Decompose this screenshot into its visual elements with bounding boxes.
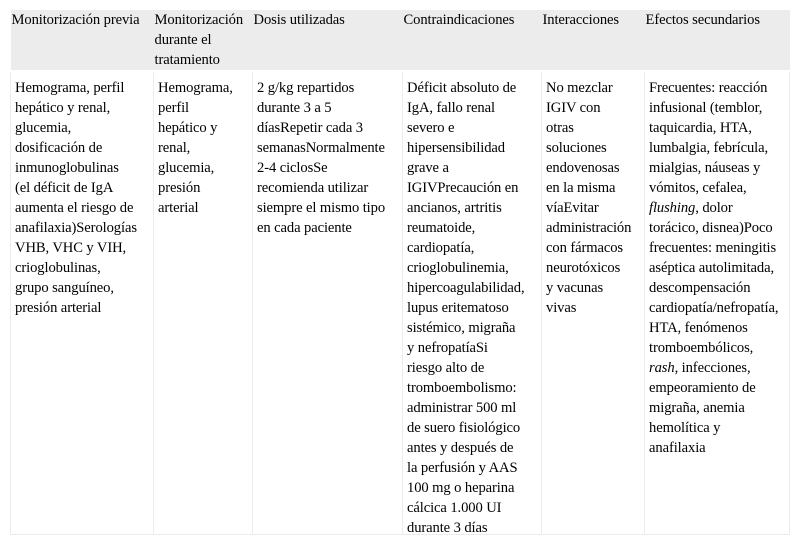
cell-line: grupo sanguíneo, — [15, 280, 114, 296]
cell-line: de suero fisiológico — [407, 420, 521, 436]
efectos-line: tromboembólicos, — [649, 340, 754, 356]
cell-line: reumatoide, — [407, 220, 476, 236]
cell-line: siempre el mismo tipo — [257, 200, 386, 216]
efectos-line: lumbalgia, febrícula, — [649, 140, 769, 156]
cell-line: IGIV con — [546, 100, 601, 116]
cell-monitorizacion-previa-text — [15, 78, 151, 534]
cell-interacciones-text — [546, 78, 642, 534]
efectos-line: aséptica autolimitada, — [649, 260, 775, 276]
efectos-line: HTA, fenómenos — [649, 320, 748, 336]
cell-line: hepático y — [158, 120, 218, 136]
cell-line: en la misma — [546, 180, 616, 196]
efectos-line: empeoramiento de — [649, 380, 756, 396]
cell-line: presión — [158, 180, 201, 196]
cell-line: grave a — [407, 160, 449, 176]
cell-interacciones — [542, 72, 645, 535]
efectos-line: mialgias, náuseas y — [649, 160, 761, 176]
table-container — [10, 10, 789, 534]
cell-line: crioglobulinemia, — [407, 260, 509, 276]
cell-line: administrar 500 ml — [407, 400, 517, 416]
cell-line: hipersensibilidad — [407, 140, 506, 156]
cell-line: Hemograma, — [158, 80, 233, 96]
header-contraindicaciones: Contraindicaciones — [403, 12, 515, 28]
treatment-table — [10, 10, 790, 535]
cell-line: severo e — [407, 120, 455, 136]
cell-monitorizacion-durante-text — [158, 78, 250, 534]
cell-line: hepático y renal, — [15, 100, 111, 116]
cell-line: arterial — [158, 200, 199, 216]
cell-line: otras — [546, 120, 574, 136]
cell-line: la perfusión y AAS — [407, 460, 518, 476]
cell-line: Déficit absoluto de — [407, 80, 517, 96]
efectos-line — [649, 198, 787, 218]
cell-line: IgA, fallo renal — [407, 100, 495, 116]
cell-line: díasRepetir cada 3 — [257, 120, 363, 136]
cell-line: durante 3 a 5 — [257, 100, 332, 116]
cell-line: tromboembolismo: — [407, 380, 517, 396]
cell-line: riesgo alto de — [407, 360, 485, 376]
cell-line: glucemia, — [158, 160, 215, 176]
cell-line: sistémico, migraña — [407, 320, 516, 336]
cell-line: renal, — [158, 140, 191, 156]
cell-line: cálcica 1.000 UI — [407, 500, 502, 516]
cell-line: ancianos, artritis — [407, 200, 502, 216]
cell-line: VHB, VHC y VIH, — [15, 240, 127, 256]
cell-dosis — [253, 72, 403, 535]
cell-line: y nefropatíaSi — [407, 340, 488, 356]
header-dosis: Dosis utilizadas — [253, 12, 345, 28]
header-monitorizacion-durante: Monitorización durante el tratamiento — [154, 12, 244, 68]
header-row — [11, 10, 790, 70]
efectos-line: descompensación — [649, 280, 751, 296]
cell-line: 100 mg o heparina — [407, 480, 515, 496]
cell-line: IGIVPrecaución en — [407, 180, 519, 196]
header-efectos-secundarios: Efectos secundarios — [645, 12, 760, 28]
efectos-line-rest: , dolor — [695, 200, 733, 216]
cell-line: No mezclar — [546, 80, 613, 96]
cell-line: neurotóxicos — [546, 260, 621, 276]
efectos-line-rest: , infecciones, — [674, 360, 751, 376]
efectos-line: migraña, anemia — [649, 400, 745, 416]
efectos-line — [649, 358, 787, 378]
cell-line: soluciones — [546, 140, 607, 156]
cell-line: antes y después de — [407, 440, 514, 456]
table-row — [11, 72, 790, 535]
efectos-italic-flushing: flushing — [649, 200, 696, 216]
efectos-line: hemolítica y — [649, 420, 721, 436]
cell-efectos-secundarios-text — [649, 78, 787, 534]
efectos-line: Frecuentes: reacción — [649, 80, 768, 96]
cell-line: recomienda utilizar — [257, 180, 369, 196]
cell-line: glucemia, — [15, 120, 72, 136]
cell-line: inmunoglobulinas — [15, 160, 119, 176]
cell-line: presión arterial — [15, 300, 102, 316]
efectos-line: anafilaxia — [649, 440, 706, 456]
cell-line: vivas — [546, 300, 577, 316]
efectos-line: infusional (temblor, — [649, 100, 763, 116]
cell-line: en cada paciente — [257, 220, 352, 236]
cell-line: víaEvitar — [546, 200, 599, 216]
efectos-line: frecuentes: meningitis — [649, 240, 777, 256]
cell-line: endovenosas — [546, 160, 620, 176]
cell-contraindicaciones-text — [407, 78, 539, 534]
efectos-line: vómitos, cefalea, — [649, 180, 747, 196]
cell-line: hipercoagulabilidad, — [407, 280, 525, 296]
header-interacciones: Interacciones — [542, 12, 619, 28]
cell-line: (el déficit de IgA — [15, 180, 114, 196]
cell-line: 2-4 ciclosSe — [257, 160, 328, 176]
cell-line: administración — [546, 220, 632, 236]
cell-line: semanasNormalmente — [257, 140, 385, 156]
header-monitorizacion-previa: Monitorización previa — [11, 12, 140, 28]
efectos-line: cardiopatía/nefropatía, — [649, 300, 779, 316]
cell-line: cardiopatía, — [407, 240, 475, 256]
cell-dosis-text — [257, 78, 400, 534]
cell-line: lupus eritematoso — [407, 300, 509, 316]
cell-line: durante 3 días — [407, 520, 488, 534]
cell-line: Hemograma, perfil — [15, 80, 125, 96]
cell-monitorizacion-durante — [154, 72, 253, 535]
cell-line: crioglobulinas, — [15, 260, 101, 276]
cell-line: 2 g/kg repartidos — [257, 80, 355, 96]
cell-line: y vacunas — [546, 280, 604, 296]
cell-line: perfil — [158, 100, 190, 116]
cell-line: dosificación de — [15, 140, 103, 156]
cell-monitorizacion-previa — [11, 72, 154, 535]
cell-line: aumenta el riesgo de — [15, 200, 134, 216]
efectos-italic-rash: rash — [649, 360, 675, 376]
cell-line: anafilaxia)Serologías — [15, 220, 137, 236]
efectos-line: taquicardia, HTA, — [649, 120, 752, 136]
efectos-line: torácico, disnea)Poco — [649, 220, 773, 236]
cell-contraindicaciones — [403, 72, 542, 535]
cell-line: con fármacos — [546, 240, 623, 256]
cell-efectos-secundarios — [645, 72, 790, 535]
